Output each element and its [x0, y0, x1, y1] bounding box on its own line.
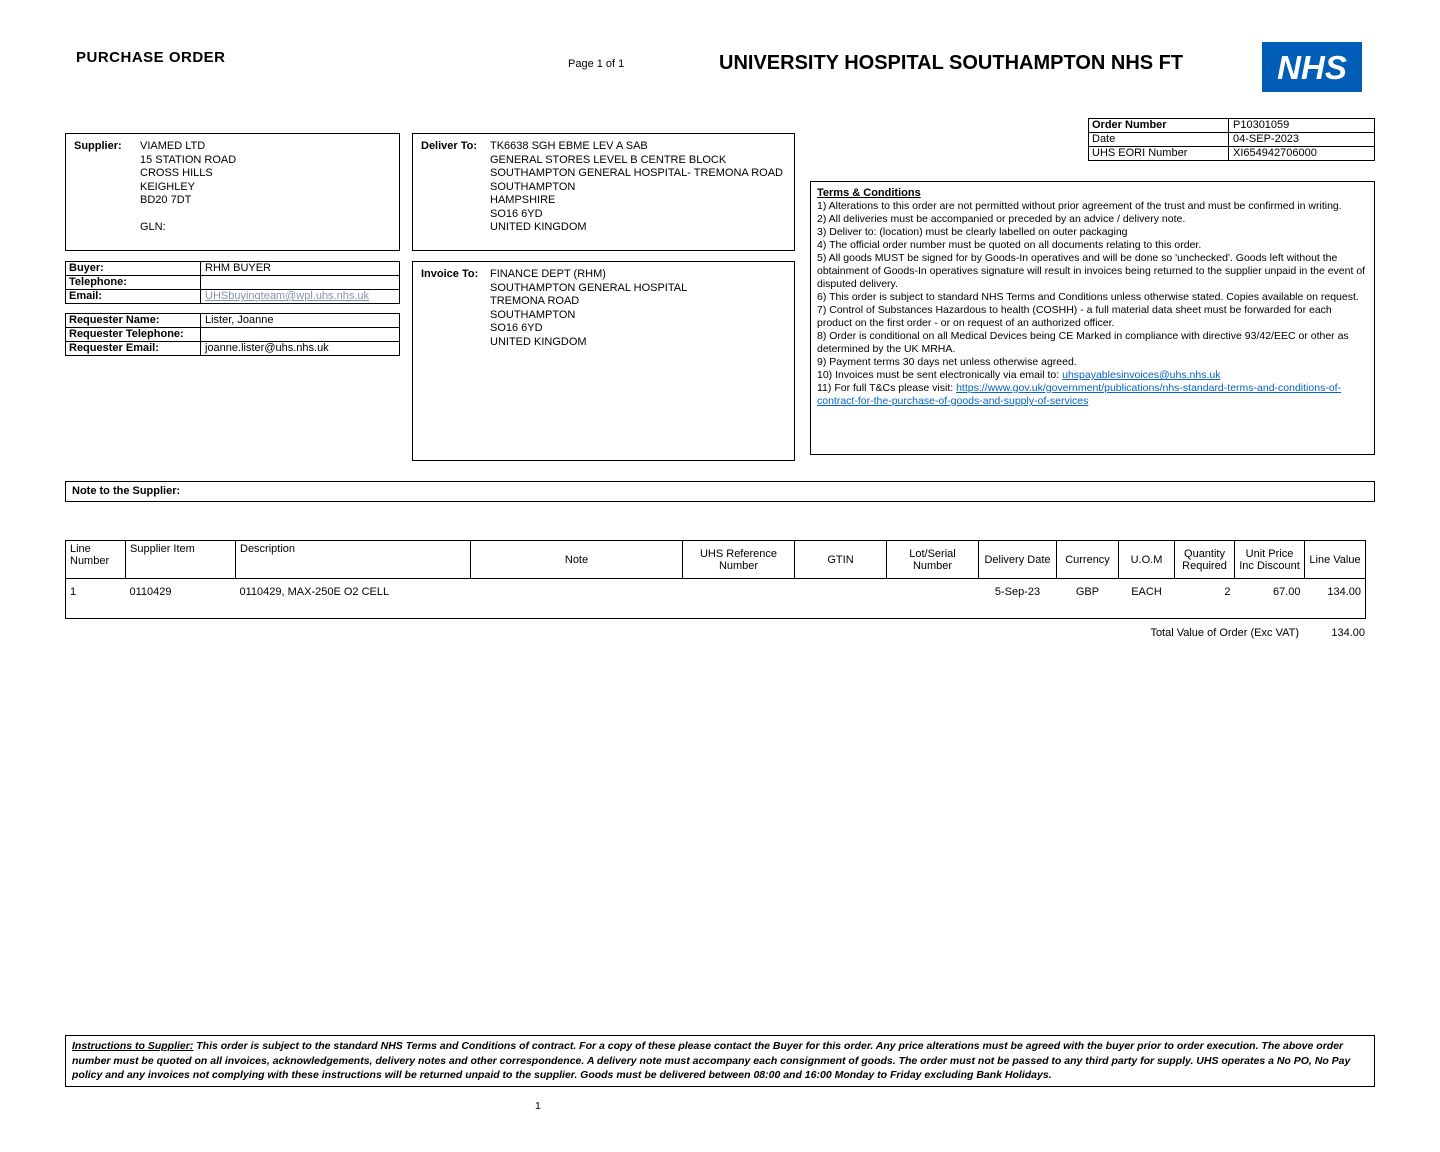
supplier-line: 15 STATION ROAD [140, 153, 237, 166]
col-header-uhs-reference-number: UHS Reference Number [683, 541, 795, 579]
supplier-gln-label: GLN: [140, 221, 166, 233]
item-lot-serial-number [887, 579, 979, 619]
item-currency: GBP [1075, 586, 1100, 598]
buyer-value: RHM BUYER [205, 262, 272, 274]
invoice-to-box [412, 261, 795, 461]
buyer-label: Buyer: [66, 262, 201, 275]
eori-value: XI654942706000 [1233, 147, 1317, 159]
order-total-label: Total Value of Order (Exc VAT) [1150, 627, 1299, 639]
supplier-box [65, 133, 400, 251]
items-header-row [66, 541, 1366, 579]
eori-row [1089, 147, 1374, 160]
requester-name-row [66, 314, 399, 328]
order-date-value: 04-SEP-2023 [1233, 133, 1300, 145]
terms-item: 2) All deliveries must be accompanied or preceded by an advice / delivery note. [817, 213, 1186, 225]
item-note [471, 579, 683, 619]
note-to-supplier-label: Note to the Supplier: [72, 485, 181, 497]
requester-email-row [66, 342, 399, 355]
supplier-line: KEIGHLEY [140, 180, 196, 193]
buyer-email-label: Email: [66, 290, 201, 303]
terms-item: 5) All goods MUST be signed for by Goods-In operatives and will be done so 'unchecked'. Goods left without the obtainment of Goods-In operatives signature will result in invoices being returned to the supplier unpaid in the event of disputed delivery. [817, 252, 1366, 290]
deliver-to-label: Deliver To: [421, 140, 478, 152]
col-header-line-value: Line Value [1305, 541, 1366, 579]
invoice-to-line: SOUTHAMPTON [490, 308, 576, 321]
doc-title: PURCHASE ORDER [76, 49, 226, 66]
requester-email-value: joanne.lister@uhs.nhs.uk [205, 342, 329, 354]
item-gtin [795, 579, 887, 619]
terms-url-link[interactable]: https://www.gov.uk/government/publications/nhs-standard-terms-and-conditions-of-contract-for-the-purchase-of-goods-and-supply-of-services [817, 382, 1342, 407]
order-number-value: P10301059 [1233, 119, 1290, 131]
col-header-currency: Currency [1057, 541, 1119, 579]
requester-telephone-label: Requester Telephone: [66, 328, 201, 341]
footer-page-number: 1 [535, 1100, 541, 1112]
order-date-label: Date [1089, 133, 1229, 146]
item-supplier-item: 0110429 [129, 586, 172, 598]
instructions-lead: Instructions to Supplier: [72, 1040, 194, 1052]
col-header-supplier-item: Supplier Item [126, 541, 236, 579]
order-total-value: 134.00 [1331, 627, 1365, 639]
supplier-line: BD20 7DT [140, 194, 192, 206]
item-line-value: 134.00 [1327, 586, 1361, 598]
payables-email-link[interactable]: uhspayablesinvoices@uhs.nhs.uk [1062, 369, 1221, 381]
invoice-to-line: UNITED KINGDOM [490, 335, 587, 348]
invoice-to-line: SOUTHAMPTON GENERAL HOSPITAL [490, 281, 688, 294]
item-uom: EACH [1131, 586, 1162, 598]
item-uhs-reference-number [683, 579, 795, 619]
order-number-label: Order Number [1089, 119, 1229, 132]
requester-name-label: Requester Name: [66, 314, 201, 327]
invoice-to-line: FINANCE DEPT (RHM) [490, 268, 606, 280]
supplier-label: Supplier: [74, 140, 122, 152]
deliver-to-line: GENERAL STORES LEVEL B CENTRE BLOCK [490, 153, 727, 166]
col-header-note: Note [471, 541, 683, 579]
col-header-gtin: GTIN [795, 541, 887, 579]
requester-email-label: Requester Email: [66, 342, 201, 355]
terms-item: 3) Deliver to: (location) must be clearly labelled on outer packaging [817, 226, 1128, 238]
col-header-line-number: Line Number [66, 541, 126, 579]
col-header-delivery-date: Delivery Date [979, 541, 1057, 579]
org-title: UNIVERSITY HOSPITAL SOUTHAMPTON NHS FT [719, 52, 1184, 74]
terms-item: 1) Alterations to this order are not permitted without prior agreement of the trust and must be confirmed in writing. [817, 200, 1342, 212]
terms-item: 6) This order is subject to standard NHS Terms and Conditions unless otherwise stated. Copies available on request. [817, 291, 1359, 303]
buyer-telephone-label: Telephone: [66, 276, 201, 289]
requester-name-value: Lister, Joanne [205, 314, 274, 326]
requester-telephone-value [201, 328, 399, 341]
terms-item-10-text: 10) Invoices must be sent electronically via email to: [817, 369, 1063, 381]
deliver-to-box [412, 133, 795, 251]
terms-item [817, 369, 1368, 382]
col-header-quantity-required: Quantity Required [1175, 541, 1235, 579]
deliver-to-line: SOUTHAMPTON [490, 180, 576, 193]
note-to-supplier-box [65, 481, 1375, 502]
spacer [140, 208, 236, 222]
buyer-email-row [66, 290, 399, 303]
col-header-lot-serial-number: Lot/Serial Number [887, 541, 979, 579]
invoice-to-line: SO16 6YD [490, 322, 543, 334]
terms-box [810, 181, 1375, 455]
order-info-table [1088, 118, 1375, 161]
order-number-row [1089, 119, 1374, 133]
invoice-to-address [490, 268, 687, 454]
deliver-to-line: TK6638 SGH EBME LEV A SAB [490, 140, 648, 152]
item-quantity-required: 2 [1224, 586, 1231, 598]
buyer-telephone-value [201, 276, 399, 289]
eori-label: UHS EORI Number [1089, 147, 1229, 160]
supplier-address [140, 140, 236, 244]
terms-item-11-text: 11) For full T&Cs please visit: [817, 382, 957, 394]
col-header-description: Description [236, 541, 471, 579]
terms-item [817, 382, 1368, 408]
terms-title: Terms & Conditions [817, 187, 921, 199]
instructions-text: This order is subject to the standard NHS Terms and Conditions of contract. For a copy of these please contact the Buyer for this order. Any price alterations must be agreed with the buyer prior to order execution. The above order number must be quoted on all invoices, acknowledgements, delivery notes and other correspondence. A delivery note must accompany each consignment of goods. The order must not be passed to any third party for supply. UHS operates a No PO, No Pay policy and any invoices not complying with these instructions will be returned unpaid to the supplier. Goods must be delivered between 08:00 and 16:00 Monday to Friday excluding Bank Holidays. [72, 1040, 1351, 1081]
item-description: 0110429, MAX-250E O2 CELL [239, 586, 390, 598]
terms-item: 4) The official order number must be quoted on all documents relating to this order. [817, 239, 1202, 251]
item-unit-price: 67.00 [1272, 586, 1301, 598]
instructions-box [65, 1035, 1375, 1087]
deliver-to-line: SOUTHAMPTON GENERAL HOSPITAL- TREMONA ROAD [490, 167, 783, 179]
invoice-to-line: TREMONA ROAD [490, 295, 580, 307]
item-delivery-date: 5-Sep-23 [994, 586, 1041, 598]
invoice-to-label: Invoice To: [421, 268, 479, 280]
items-table [65, 540, 1366, 619]
nhs-logo [1262, 42, 1362, 92]
buyer-table [65, 261, 400, 304]
terms-item: 8) Order is conditional on all Medical Devices being CE Marked in compliance with directive 93/42/EEC or other as determined by the UK MRHA. [817, 330, 1349, 355]
col-header-unit-price: Unit Price Inc Discount [1235, 541, 1305, 579]
terms-item: 9) Payment terms 30 days net unless otherwise agreed. [817, 356, 1077, 368]
order-total [65, 627, 1365, 639]
deliver-to-address [490, 140, 783, 244]
requester-telephone-row [66, 328, 399, 342]
deliver-to-line: UNITED KINGDOM [490, 221, 587, 233]
supplier-line: VIAMED LTD [140, 140, 206, 152]
deliver-to-line: HAMPSHIRE [490, 194, 556, 206]
col-header-uom: U.O.M [1119, 541, 1175, 579]
terms-item: 7) Control of Substances Hazardous to health (COSHH) - a full material data sheet must be forwarded for each product on the first order - or on request of an authorized officer. [817, 304, 1332, 329]
requester-table [65, 313, 400, 356]
page-indicator: Page 1 of 1 [568, 58, 625, 70]
deliver-to-line: SO16 6YD [490, 207, 543, 220]
item-row [66, 579, 1366, 619]
item-line-number: 1 [70, 586, 77, 598]
order-date-row [1089, 133, 1374, 147]
buyer-row [66, 262, 399, 276]
supplier-line: CROSS HILLS [140, 167, 213, 179]
nhs-logo-text: NHS [1277, 48, 1347, 86]
buyer-email-link[interactable]: UHSbuyingteam@wpl.uhs.nhs.uk [205, 290, 370, 302]
buyer-telephone-row [66, 276, 399, 290]
